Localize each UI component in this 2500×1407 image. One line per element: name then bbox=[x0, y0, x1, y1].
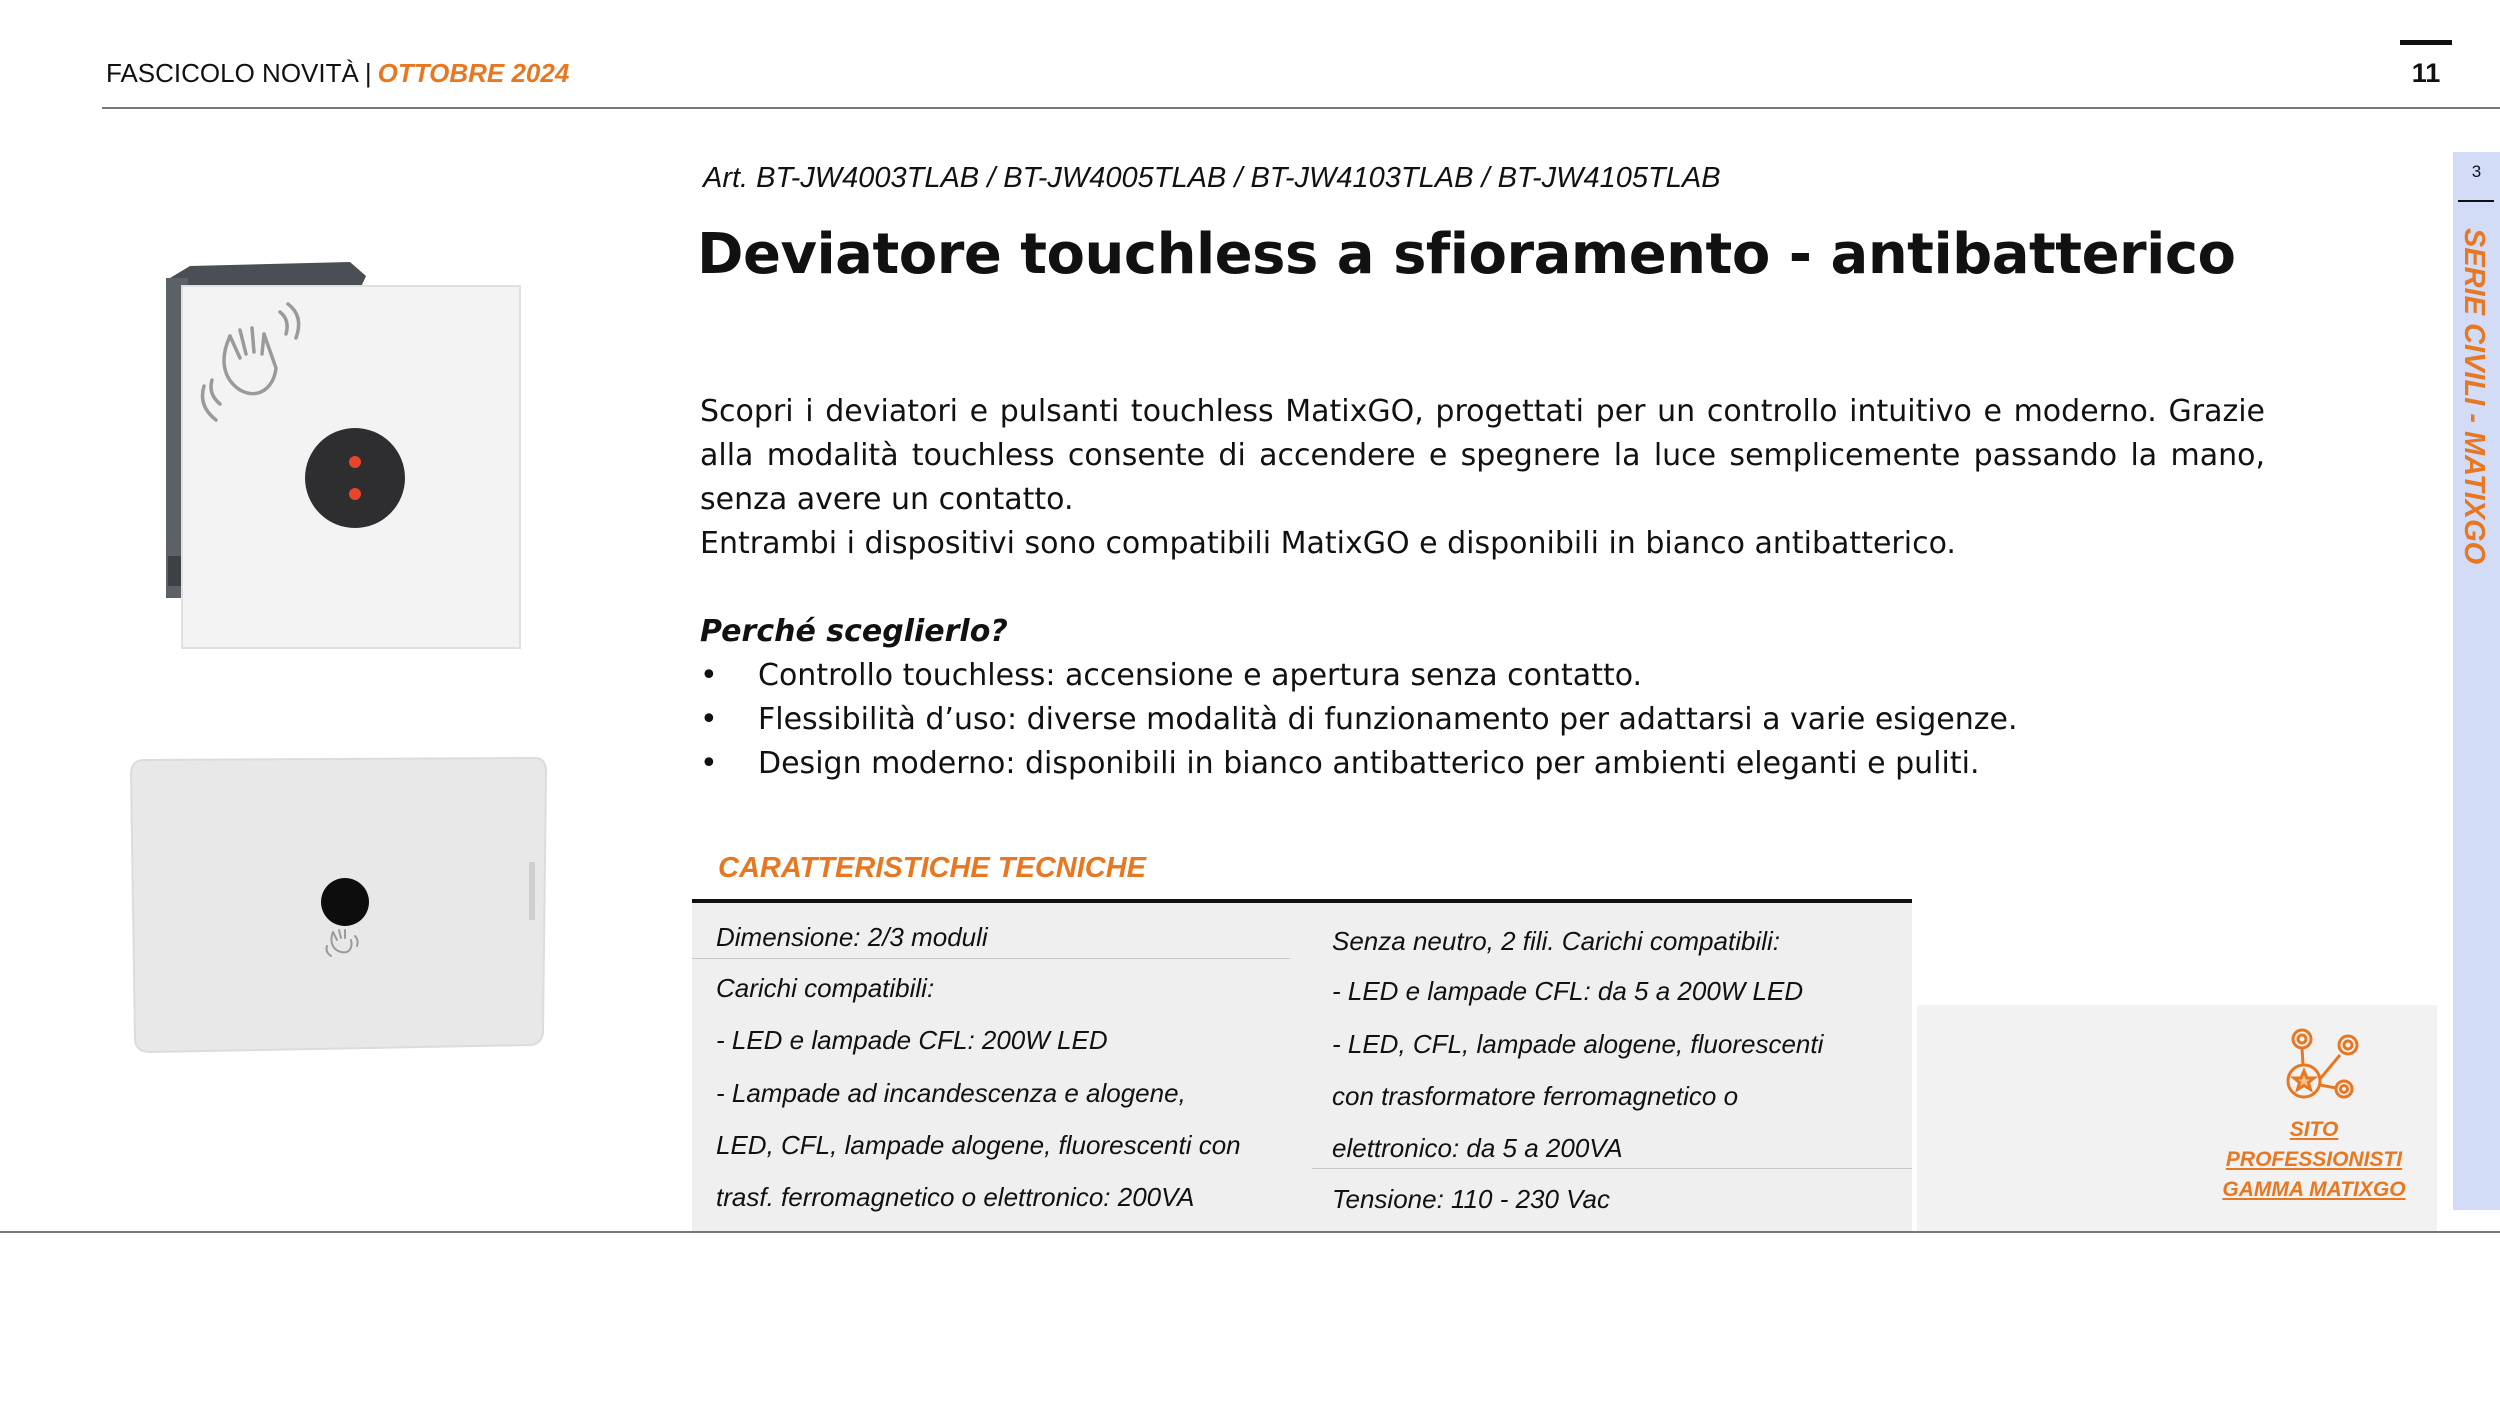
list-item-text: Flessibilità d’uso: diverse modalità di funzionamento per adattarsi a varie esigenze. bbox=[758, 702, 2018, 737]
spec-right-3: con trasformatore ferromagnetico o bbox=[1332, 1081, 1739, 1111]
touchless-switch-module-image bbox=[160, 238, 540, 658]
link-line-3[interactable]: GAMMA MATIXGO bbox=[2222, 1178, 2406, 1201]
list-item bbox=[700, 654, 2265, 698]
bullet: • bbox=[700, 746, 718, 781]
list-item bbox=[700, 742, 2265, 786]
intro-paragraph: Scopri i deviatori e pulsanti touchless MatixGO, progettati per un controllo intuitivo e moderno. Grazie alla modalità touchless consente di accendere e spegnere la luce semplicemente passando la mano, senza avere un contatto. bbox=[700, 394, 2265, 517]
article-codes: Art. BT-JW4003TLAB / BT-JW4005TLAB / BT-JW4103TLAB / BT-JW4105TLAB bbox=[703, 162, 1721, 194]
spec-right-0: Senza neutro, 2 fili. Carichi compatibili: bbox=[1332, 926, 1780, 956]
spec-left-5: trasf. ferromagnetico o elettronico: 200VA bbox=[716, 1182, 1195, 1212]
professional-site-link[interactable] bbox=[2182, 1115, 2446, 1205]
intro-paragraph-2: Entrambi i dispositivi sono compatibili MatixGO e disponibili in bianco antibatterico. bbox=[700, 526, 1956, 561]
page-title: Deviatore touchless a sfioramento - antibatterico bbox=[697, 222, 2236, 287]
why-heading: Perché sceglierlo? bbox=[700, 614, 1008, 649]
spec-left-0: Dimensione: 2/3 moduli bbox=[716, 922, 988, 952]
page-number-bar bbox=[2400, 40, 2452, 45]
spec-right-2: - LED, CFL, lampade alogene, fluorescenti bbox=[1332, 1029, 1824, 1059]
spec-right-4: elettronico: da 5 a 200VA bbox=[1332, 1133, 1623, 1163]
link-line-2[interactable]: PROFESSIONISTI bbox=[2225, 1148, 2403, 1171]
specs-heading-rule bbox=[692, 899, 1912, 903]
list-item-text: Controllo touchless: accensione e apertura senza contatto. bbox=[758, 658, 1643, 693]
footer-divider bbox=[0, 1231, 2500, 1233]
link-line-1[interactable]: SITO bbox=[2289, 1118, 2339, 1141]
spec-right-1: - LED e lampade CFL: da 5 a 200W LED bbox=[1332, 976, 1804, 1006]
bullet: • bbox=[700, 702, 718, 737]
article-body bbox=[700, 390, 2265, 786]
header-divider bbox=[102, 107, 2500, 109]
spec-separator bbox=[692, 958, 1290, 959]
section-number: 3 bbox=[2471, 162, 2482, 181]
spec-left-1: Carichi compatibili: bbox=[716, 973, 935, 1003]
spec-separator bbox=[1312, 1168, 1912, 1169]
header-label bbox=[106, 58, 569, 89]
network-star-icon bbox=[2282, 1025, 2368, 1109]
header-month: OTTOBRE 2024 bbox=[377, 58, 570, 88]
specs-heading: CARATTERISTICHE TECNICHE bbox=[718, 852, 1147, 884]
spec-left-3: - Lampade ad incandescenza e alogene, bbox=[716, 1078, 1186, 1108]
list-item bbox=[700, 698, 2265, 742]
spec-left-4: LED, CFL, lampade alogene, fluorescenti con bbox=[716, 1130, 1241, 1160]
doc-label: FASCICOLO NOVITÀ bbox=[106, 58, 359, 88]
benefits-list bbox=[700, 654, 2265, 786]
header-separator: | bbox=[364, 58, 372, 88]
section-label: SERIE CIVILI - MATIXGO bbox=[2458, 228, 2490, 565]
spec-left-2: - LED e lampade CFL: 200W LED bbox=[716, 1025, 1108, 1055]
list-item-text: Design moderno: disponibili in bianco antibatterico per ambienti eleganti e puliti. bbox=[758, 746, 1980, 781]
touchless-cover-plate-image bbox=[125, 752, 555, 1057]
bullet: • bbox=[700, 658, 718, 693]
section-number-rule bbox=[2458, 200, 2494, 202]
spec-right-5: Tensione: 110 - 230 Vac bbox=[1332, 1184, 1611, 1214]
page-number: 11 bbox=[2411, 58, 2441, 88]
